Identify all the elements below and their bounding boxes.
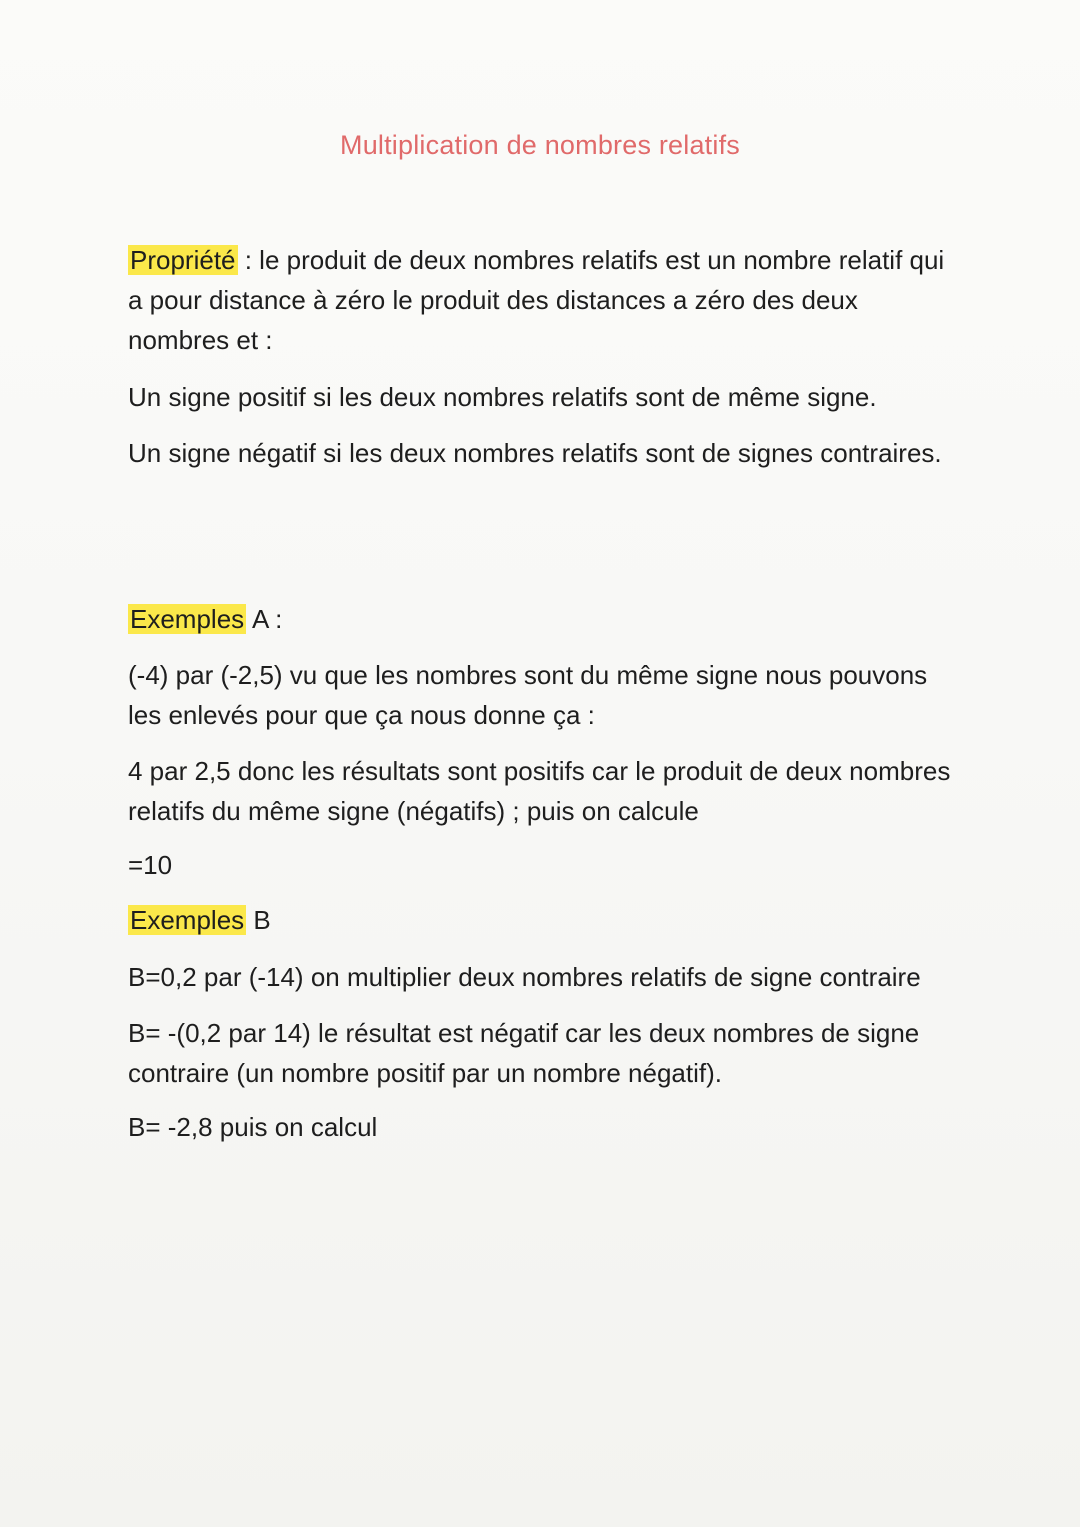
example-b-heading-block bbox=[128, 900, 958, 940]
example-b-label: Exemples bbox=[130, 905, 245, 935]
example-b-line2-block bbox=[128, 1013, 958, 1093]
example-a-suffix: A : bbox=[246, 604, 283, 634]
property-label: Propriété bbox=[130, 245, 236, 275]
example-a-heading-block bbox=[128, 599, 958, 639]
example-a-line1-block bbox=[128, 655, 958, 735]
property-paragraph bbox=[128, 240, 958, 360]
rule-negative: Un signe négatif si les deux nombres relatifs sont de signes contraires. bbox=[128, 438, 942, 468]
example-a-result: =10 bbox=[128, 850, 173, 880]
example-a-line1: (-4) par (-2,5) vu que les nombres sont du même signe nous pouvons les enlevés pour que ça nous donne ça : bbox=[128, 660, 928, 730]
rule-positive-block bbox=[128, 377, 958, 417]
example-b-line2: B= -(0,2 par 14) le résultat est négatif car les deux nombres de signe contraire (un nombre positif par un nombre négatif). bbox=[128, 1018, 920, 1088]
example-b-suffix: B bbox=[246, 905, 271, 935]
example-b-line1-block bbox=[128, 957, 958, 997]
example-a-label: Exemples bbox=[130, 604, 245, 634]
property-section bbox=[128, 240, 958, 360]
document-title: Multiplication de nombres relatifs bbox=[340, 130, 740, 160]
example-a-line2-block bbox=[128, 751, 958, 831]
example-b-line3: B= -2,8 puis on calcul bbox=[128, 1112, 378, 1142]
example-a-line2: 4 par 2,5 donc les résultats sont positifs car le produit de deux nombres relatifs du même signe (négatifs) ; puis on calcule bbox=[128, 756, 951, 826]
rule-positive: Un signe positif si les deux nombres relatifs sont de même signe. bbox=[128, 382, 877, 412]
example-b-heading bbox=[128, 900, 958, 940]
example-b-line1: B=0,2 par (-14) on multiplier deux nombres relatifs de signe contraire bbox=[128, 962, 921, 992]
example-a-heading bbox=[128, 599, 958, 639]
example-b-line3-block bbox=[128, 1107, 958, 1147]
rule-negative-block bbox=[128, 433, 958, 473]
example-a-result-block bbox=[128, 845, 958, 885]
property-text: : le produit de deux nombres relatifs est un nombre relatif qui a pour distance à zéro le produit des distances a zéro des deux nombres et : bbox=[128, 245, 945, 355]
